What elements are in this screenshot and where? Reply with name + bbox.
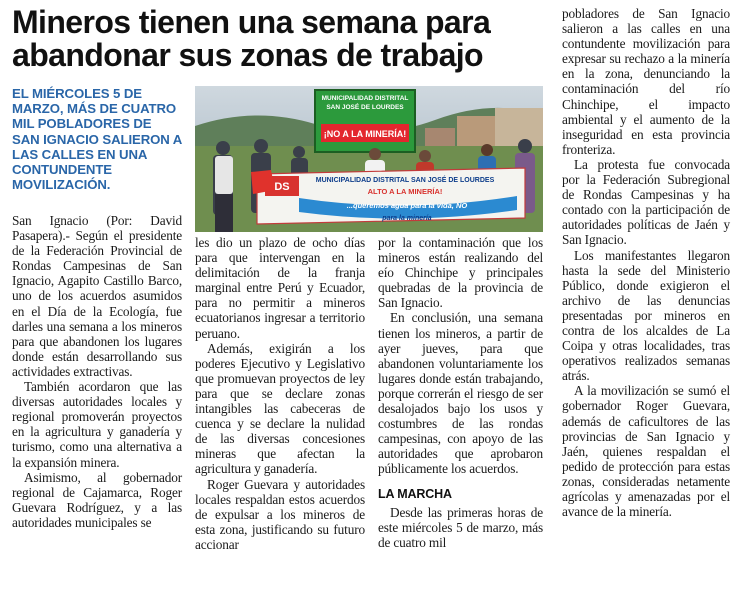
body-column-2 <box>195 235 365 552</box>
banner-line-4: para la minería <box>382 215 432 222</box>
sign-line-2: SAN JOSÉ DE LOURDES <box>326 104 404 111</box>
sign-line-1: MUNICIPALIDAD DISTRITAL <box>321 95 409 102</box>
lead-paragraph: EL MIÉRCOLES 5 DE MARZO, MÁS DE CUATRO MIL POBLADORES DE SAN IGNACIO SALIERON A LAS CALLES EN UNA CONTUNDENTE MOVILIZACIÓN. <box>12 86 182 193</box>
body-column-4 <box>562 6 730 519</box>
banner-line-3: ...queremos agua para la vida, NO <box>346 201 468 210</box>
body-column-1 <box>12 213 182 530</box>
paragraph: les dio un plazo de ocho días para que intervengan en la delimitación de la franja marginal entre Perú y Ecuador, para no permitir a mineros ecuatorianos ingresar a territorio peruano. <box>195 235 365 341</box>
paragraph: Además, exigirán a los poderes Ejecutivo y Legislativo que promuevan proyectos de ley para que se declare zonas intangibles las cabeceras de cuenca y se declare la nulidad de las diversas concesiones mineras que afectan la agricultura y ganadería. <box>195 340 365 477</box>
paragraph: por la contaminación que los mineros están realizando del eío Chinchipe y principales quebradas de la provincia de San Ignacio. <box>378 235 543 311</box>
protest-photo-illustration <box>195 86 543 232</box>
paragraph: Roger Guevara y autoridades locales respaldan estos acuerdos de expulsar a los mineros de esta zona, justificando su futuro accionar <box>195 476 365 552</box>
paragraph: También acordaron que las diversas autoridades locales y regional promoverán proyectos en la agricultura y ganadería y turismo, como una alternativa a la expansión minera. <box>12 379 182 470</box>
paragraph: En conclusión, una semana tienen los mineros, a partir de ayer jueves, para que abandonen voluntariamente los lugares donde están trabajando, porque correrán el riesgo de ser desalojados bajo los usos y costumbres de las rondas campesinas, con apoyo de las autoridades que aprobaron públicamente los acuerdos. <box>378 310 543 477</box>
banner-line-1: MUNICIPALIDAD DISTRITAL SAN JOSÉ DE LOURDES <box>315 177 495 184</box>
body-column-3 <box>378 235 543 550</box>
paragraph: Asimismo, al gobernador regional de Cajamarca, Roger Guevara Rodríguez, y a las autoridades municipales se <box>12 469 182 530</box>
paragraph: La protesta fue convocada por la Federación Subregional de Rondas Campesinas y ha contado con la participación de autoridades políticas de Jaén y San Ignacio. <box>562 156 730 248</box>
sign-line-3: ¡NO A LA MINERÍA! <box>323 129 407 139</box>
banner-line-2: ALTO A LA MINERÍA! <box>367 187 443 196</box>
paragraph: A la movilización se sumó el gobernador Roger Guevara, además de caficultores de las provincias de San Ignacio y Jaén, quienes respaldan el pedido de protección para estas zonas, consideradas netamente agrícolas y amenazadas por el avance de la minería. <box>562 383 730 520</box>
news-photo <box>195 86 543 232</box>
paragraph: San Ignacio (Por: David Pasapera).- Según el presidente de la Federación Provincial de Rondas Campesinas de San Ignacio, Agapito Castillo Barco, uno de los acuerdos asumidos en el Día de la Ecología, fue darles una semana a los mineros para que abandonen los lugares donde están desarrollando sus actividades extractivas. <box>12 213 182 379</box>
section-subhead: LA MARCHA <box>378 486 452 501</box>
paragraph: Desde las primeras horas de este miércoles 5 de marzo, más de cuatro mil <box>378 504 543 550</box>
paragraph: Los manifestantes llegaron hasta la sede del Ministerio Público, donde exigieron el archivo de las denuncias presentadas por mineros en contra de los alcaldes de La Coipa y otras localidades, tras operativos realizados semanas atrás. <box>562 247 730 384</box>
banner-logo: DS <box>274 181 290 193</box>
headline: Mineros tienen una semana para abandonar sus zonas de trabajo <box>12 4 491 73</box>
paragraph: pobladores de San Ignacio salieron a las calles en una contundente movilización para expresar su rechazo a la minería en la zona, denunciando la contaminación del río Chinchipe, el impacto ambiental y el aumento de la inseguridad en esta provincia fronteriza. <box>562 6 730 157</box>
